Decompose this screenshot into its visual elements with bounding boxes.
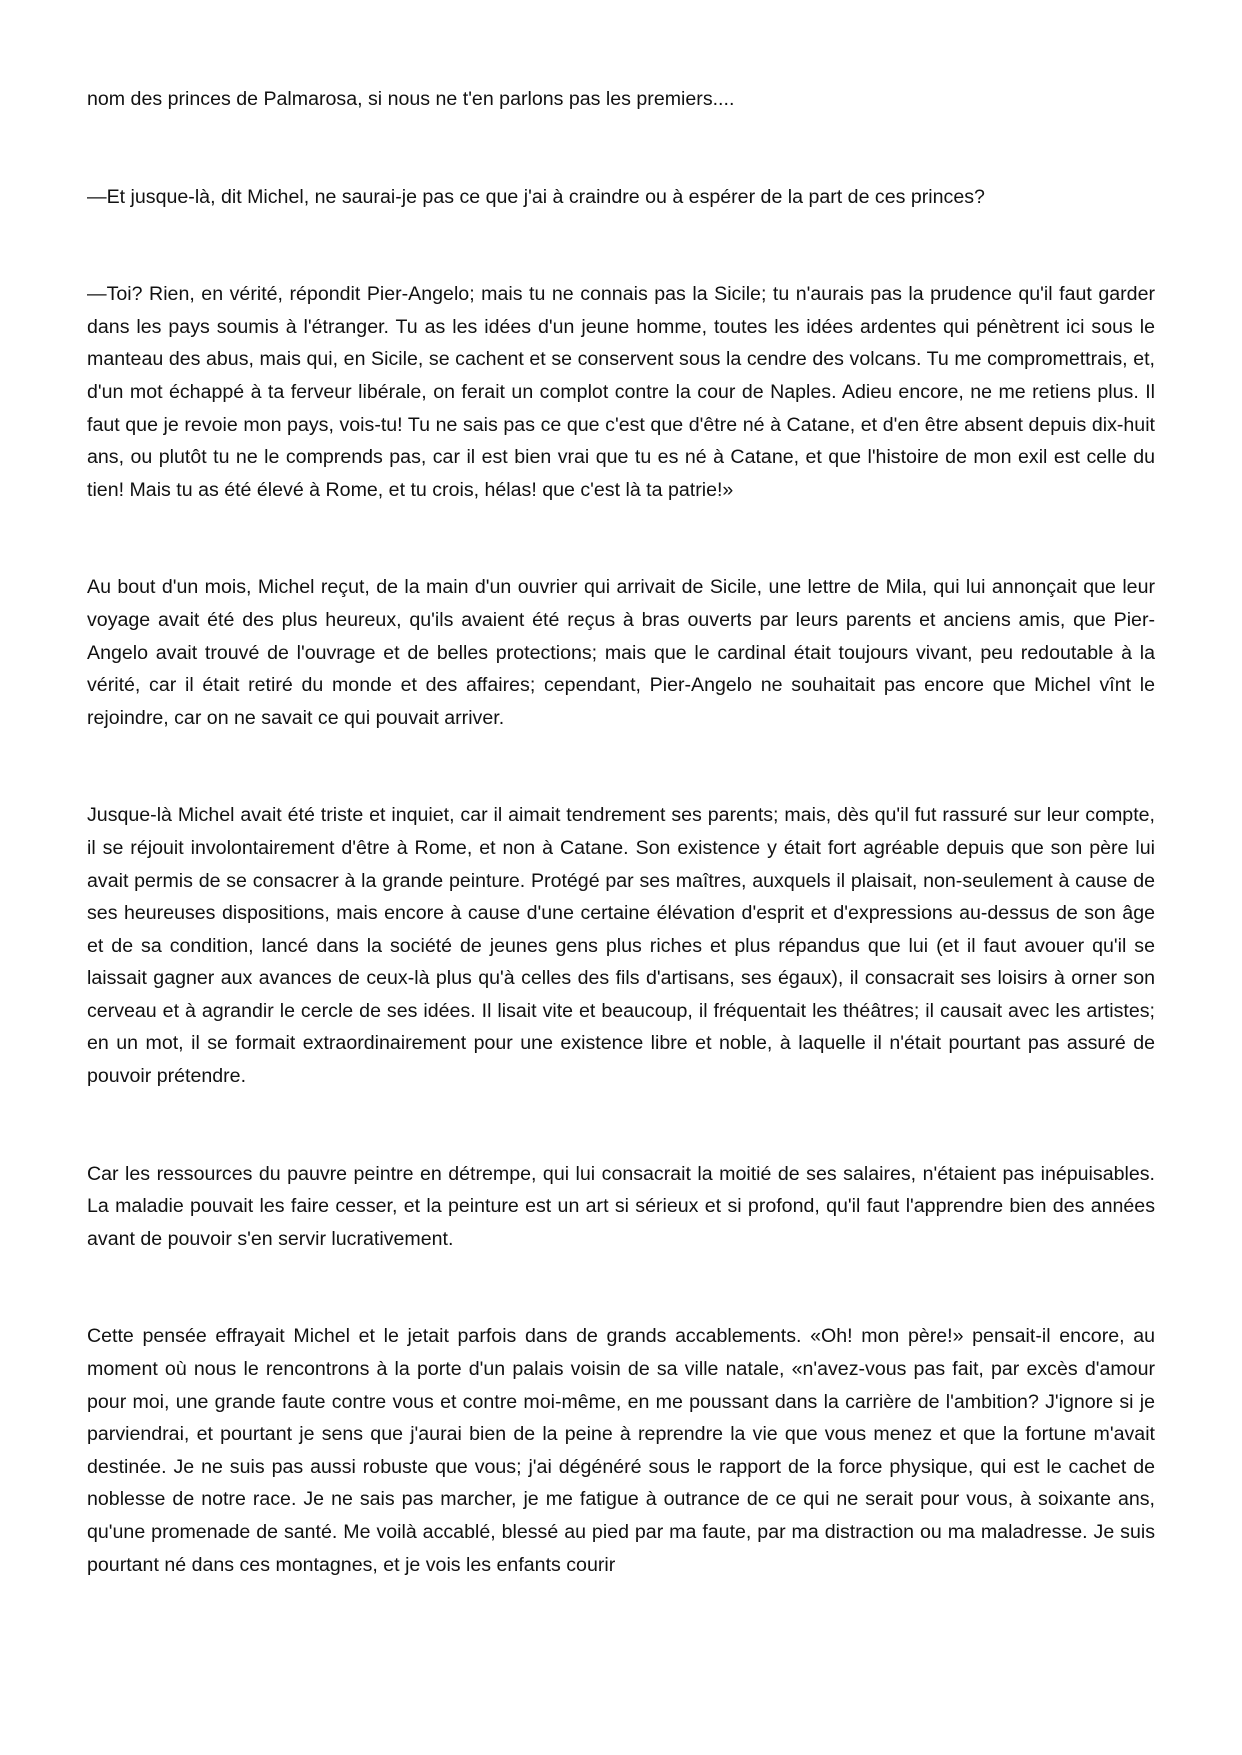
paragraph-gap — [87, 1255, 1155, 1320]
document-page — [87, 83, 1155, 1581]
paragraph-gap — [87, 506, 1155, 571]
paragraph-gap — [87, 213, 1155, 278]
paragraph-3: —Toi? Rien, en vérité, répondit Pier-Angelo; mais tu ne connais pas la Sicile; tu n'aurais pas la prudence qu'il faut garder dans les pays soumis à l'étranger. Tu as les idées d'un jeune homme, toutes les idées ardentes qui pénètrent ici sous le manteau des abus, mais qui, en Sicile, se cachent et se conservent sous la cendre des volcans. Tu me compromettrais, et, d'un mot échappé à ta ferveur libérale, on ferait un complot contre la cour de Naples. Adieu encore, ne me retiens plus. Il faut que je revoie mon pays, vois-tu! Tu ne sais pas ce que c'est que d'être né à Catane, et d'en être absent depuis dix-huit ans, ou plutôt tu ne le comprends pas, car il est bien vrai que tu es né à Catane, et que l'histoire de mon exil est celle du tien! Mais tu as été élevé à Rome, et tu crois, hélas! que c'est là ta patrie!» — [87, 283, 1155, 501]
paragraph-7: Cette pensée effrayait Michel et le jetait parfois dans de grands accablements. «Oh! mon père!» pensait-il encore, au moment où nous le rencontrons à la porte d'un palais voisin de sa ville natale, «n'avez-vous pas fait, par excès d'amour pour moi, une grande faute contre vous et contre moi-même, en me poussant dans la carrière de l'ambition? J'ignore si je parviendrai, et pourtant je sens que j'aurai bien de la peine à reprendre la vie que vous menez et que la fortune m'avait destinée. Je ne suis pas aussi robuste que vous; j'ai dégénéré sous le rapport de la force physique, qui est le cachet de noblesse de notre race. Je ne sais pas marcher, je me fatigue à outrance de ce qui ne serait pour vous, à soixante ans, qu'une promenade de santé. Me voilà accablé, blessé au pied par ma faute, par ma distraction ou ma maladresse. Je suis pourtant né dans ces montagnes, et je vois les enfants courir — [87, 1325, 1155, 1576]
paragraph-4: Au bout d'un mois, Michel reçut, de la main d'un ouvrier qui arrivait de Sicile, une lettre de Mila, qui lui annonçait que leur voyage avait été des plus heureux, qu'ils avaient été reçus à bras ouverts par leurs parents et anciens amis, que Pier-Angelo avait trouvé de l'ouvrage et de belles protections; mais que le cardinal était toujours vivant, peu redoutable à la vérité, car il était retiré du monde et des affaires; cependant, Pier-Angelo ne souhaitait pas encore que Michel vînt le rejoindre, car on ne savait ce qui pouvait arriver. — [87, 576, 1155, 729]
paragraph-gap — [87, 734, 1155, 799]
paragraph-5: Jusque-là Michel avait été triste et inquiet, car il aimait tendrement ses parents; mais, dès qu'il fut rassuré sur leur compte, il se réjouit involontairement d'être à Rome, et non à Catane. Son existence y était fort agréable depuis que son père lui avait permis de se consacrer à la grande peinture. Protégé par ses maîtres, auxquels il plaisait, non-seulement à cause de ses heureuses dispositions, mais encore à cause d'une certaine élévation d'esprit et d'expressions au-dessus de son âge et de sa condition, lancé dans la société de jeunes gens plus riches et plus répandus que lui (et il faut avouer qu'il se laissait gagner aux avances de ceux-là plus qu'à celles des fils d'artisans, ses égaux), il consacrait ses loisirs à orner son cerveau et à agrandir le cercle de ses idées. Il lisait vite et beaucoup, il fréquentait les théâtres; il causait avec les artistes; en un mot, il se formait extraordinairement pour une existence libre et noble, à laquelle il n'était pourtant pas assuré de pouvoir prétendre. — [87, 804, 1155, 1088]
paragraph-gap — [87, 1093, 1155, 1158]
paragraph-gap — [87, 116, 1155, 181]
paragraph-1: nom des princes de Palmarosa, si nous ne t'en parlons pas les premiers.... — [87, 88, 735, 110]
paragraph-2: —Et jusque-là, dit Michel, ne saurai-je pas ce que j'ai à craindre ou à espérer de la part de ces princes? — [87, 185, 985, 208]
paragraph-6: Car les ressources du pauvre peintre en détrempe, qui lui consacrait la moitié de ses salaires, n'étaient pas inépuisables. La maladie pouvait les faire cesser, et la peinture est un art si sérieux et si profond, qu'il faut l'apprendre bien des années avant de pouvoir s'en servir lucrativement. — [87, 1162, 1155, 1250]
